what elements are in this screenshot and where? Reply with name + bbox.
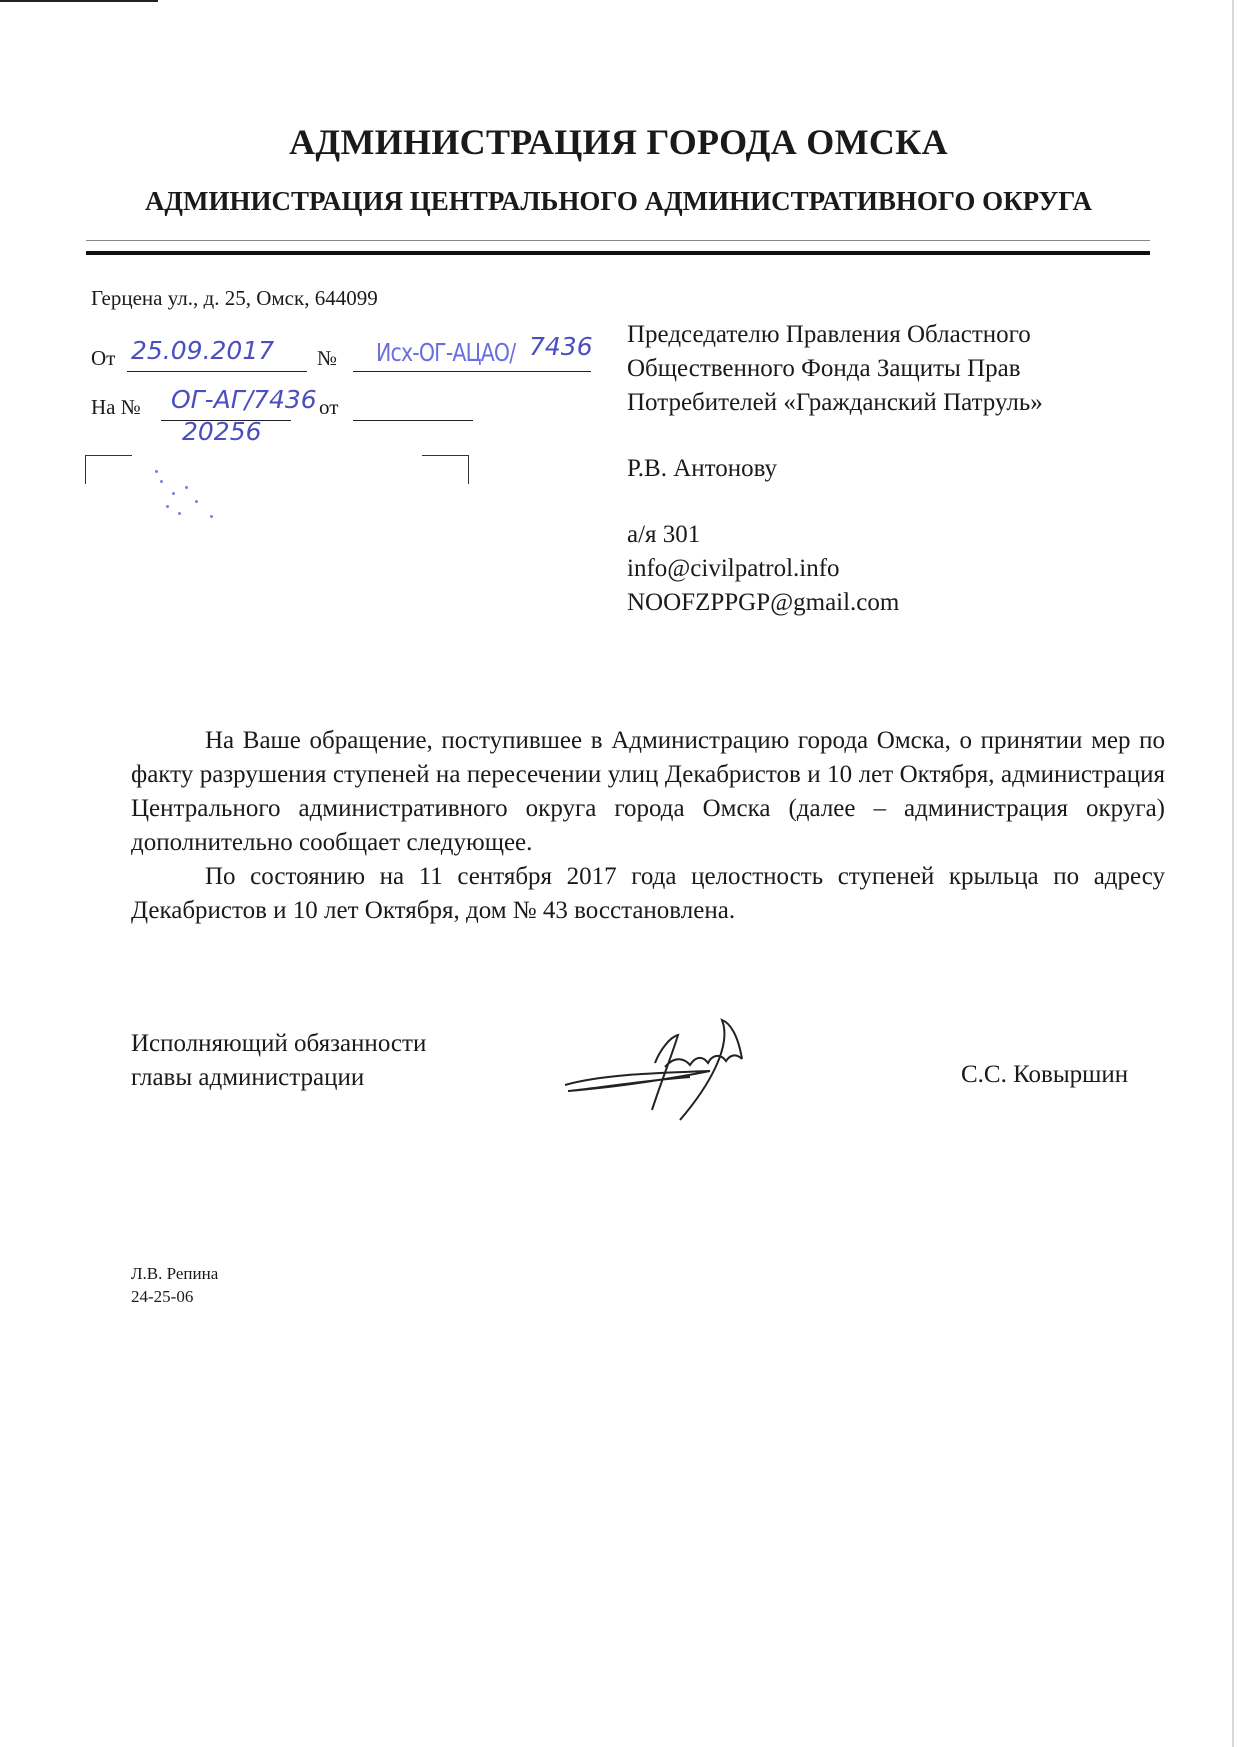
number-stamp: Исх-ОГ-АЦАО/ — [376, 338, 516, 367]
number-label: № — [317, 346, 338, 370]
number-handwritten: 7436 — [529, 332, 593, 361]
ref-number-handwritten: ОГ-АГ/7436 — [171, 385, 317, 414]
reference-line — [91, 385, 511, 455]
body-paragraph-1: На Ваше обращение, поступившее в Администрацию города Омска, о принятии мер по факту разрушения ступеней на пересечении улиц Декабристов и 10 лет Октября, администрация Центрального административного округа города Омска (далее – администрация округа) дополнительно сообщает следующее. — [131, 727, 1165, 856]
sender-address: Герцена ул., д. 25, Омск, 644099 — [91, 286, 378, 310]
header-rule-thick — [86, 251, 1150, 255]
from-label: От — [91, 346, 116, 370]
from-date-line — [127, 371, 307, 372]
recipient-po-box: а/я 301 — [627, 521, 701, 548]
outgoing-line — [91, 332, 611, 386]
executor-block — [131, 1262, 218, 1308]
signer-position-line1: Исполняющий обязанности — [131, 1030, 427, 1057]
letter-body — [131, 724, 1165, 928]
ref-date-line — [353, 420, 473, 421]
bracket-right — [422, 455, 469, 484]
executor-name: Л.В. Репина — [131, 1264, 219, 1283]
recipient-block — [627, 318, 1043, 620]
executor-phone: 24-25-06 — [131, 1287, 194, 1306]
body-paragraph-2: По состоянию на 11 сентября 2017 года целостность ступеней крыльца по адресу Декабристов и 10 лет Октября, дом № 43 восстановлена. — [131, 863, 1165, 924]
page-subtitle: АДМИНИСТРАЦИЯ ЦЕНТРАЛЬНОГО АДМИНИСТРАТИВНОГО ОКРУГА — [144, 186, 1093, 216]
number-line — [353, 371, 591, 372]
recipient-title-line2: Общественного Фонда Защиты Прав — [627, 355, 1021, 382]
recipient-title-line3: Потребителей «Гражданский Патруль» — [627, 389, 1043, 416]
recipient-email-1: info@civilpatrol.info — [627, 555, 840, 582]
scan-corner-mark — [0, 0, 158, 2]
ref-label: На № — [91, 395, 141, 419]
recipient-email-2: NOOFZPPGP@gmail.com — [627, 589, 900, 616]
ref-date-label: от — [319, 395, 339, 419]
handwritten-signature — [560, 1015, 780, 1125]
ref-number-handwritten-2: 20256 — [182, 417, 262, 446]
signer-position — [131, 1027, 426, 1095]
recipient-name: Р.В. Антонову — [627, 455, 778, 482]
from-date-handwritten: 25.09.2017 — [131, 336, 275, 365]
page-title: АДМИНИСТРАЦИЯ ГОРОДА ОМСКА — [289, 122, 948, 162]
scan-edge-line — [1232, 0, 1234, 1747]
recipient-title-line1: Председателю Правления Областного — [627, 321, 1031, 348]
signer-name: С.С. Ковыршин — [961, 1061, 1129, 1088]
signer-position-line2: главы администрации — [131, 1064, 365, 1091]
bracket-left — [85, 455, 132, 484]
header-rule-thin — [86, 240, 1150, 241]
